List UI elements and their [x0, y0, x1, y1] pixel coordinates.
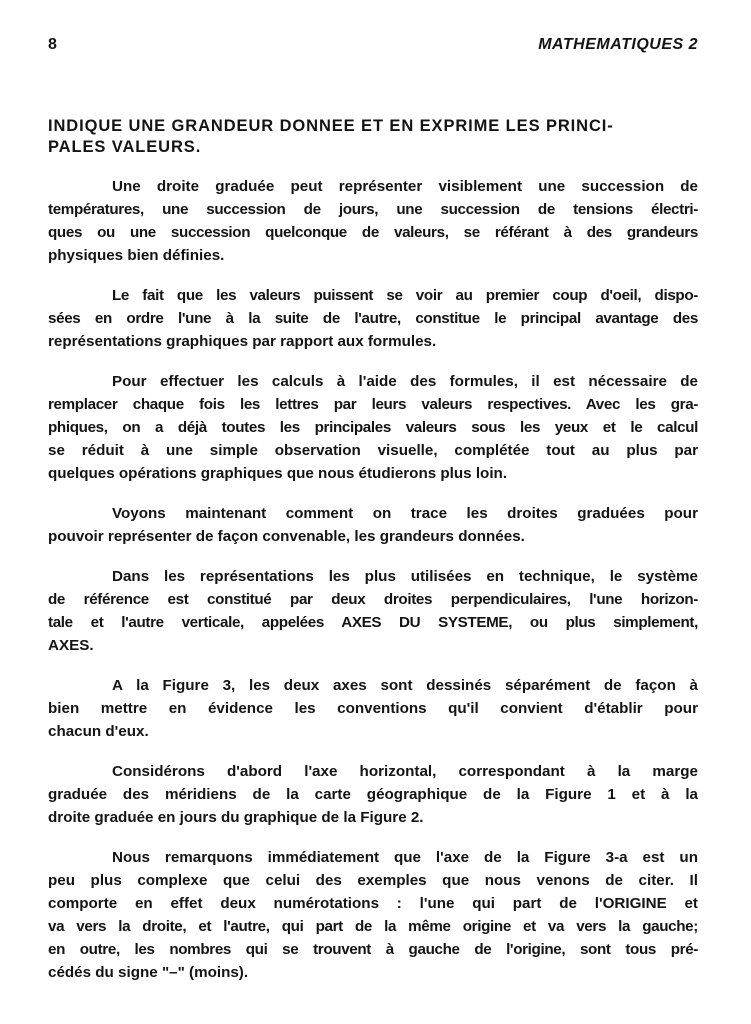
running-head: [48, 36, 698, 60]
text-line: peu plus complexe que celui des exemples que nous venons de citer. Il: [48, 872, 698, 889]
paragraph-8: [48, 846, 698, 984]
running-title: MATHEMATIQUES 2: [538, 36, 698, 53]
text-line: physiques bien définies.: [48, 247, 225, 264]
text-line: températures, une succession de jours, une succession de tensions électri-: [48, 201, 698, 218]
text-line: remplacer chaque fois les lettres par leurs valeurs respectives. Avec les gra-: [48, 396, 698, 413]
paragraph-2: [48, 284, 698, 353]
text-line: représentations graphiques par rapport aux formules.: [48, 333, 437, 350]
text-line: Voyons maintenant comment on trace les droites graduées pour: [112, 505, 698, 522]
text-line: Dans les représentations les plus utilisées en technique, le système: [112, 568, 698, 585]
heading-line: INDIQUE UNE GRANDEUR DONNEE ET EN EXPRIME LES PRINCI-: [48, 117, 614, 135]
text-line: ques ou une succession quelconque de valeurs, se référant à des grandeurs: [48, 224, 698, 241]
text-line: quelques opérations graphiques que nous étudierons plus loin.: [48, 465, 508, 482]
text-line: phiques, on a déjà toutes les principales valeurs sous les yeux et le calcul: [48, 419, 698, 436]
paragraph-3: [48, 370, 698, 485]
paragraph-5: [48, 565, 698, 657]
heading-line: PALES VALEURS.: [48, 138, 202, 156]
paragraph-1: [48, 175, 698, 267]
page-number: 8: [48, 36, 57, 53]
text-line: tale et l'autre verticale, appelées AXES DU SYSTEME, ou plus simplement,: [48, 614, 698, 631]
paragraph-6: [48, 674, 698, 743]
text-line: Considérons d'abord l'axe horizontal, correspondant à la marge: [112, 763, 698, 780]
text-line: de référence est constitué par deux droites perpendiculaires, l'une horizon-: [48, 591, 698, 608]
paragraph-4: [48, 502, 698, 548]
paragraph-7: [48, 760, 698, 829]
section-heading: [48, 116, 698, 158]
text-line: pouvoir représenter de façon convenable, les grandeurs données.: [48, 528, 525, 545]
text-line: comporte en effet deux numérotations : l'une qui part de l'ORIGINE et: [48, 895, 698, 912]
text-line: A la Figure 3, les deux axes sont dessinés séparément de façon à: [112, 677, 698, 694]
text-line: graduée des méridiens de la carte géographique de la Figure 1 et à la: [48, 786, 698, 803]
text-line: bien mettre en évidence les conventions qu'il convient d'établir pour: [48, 700, 698, 717]
text-line: se réduit à une simple observation visuelle, complétée tout au plus par: [48, 442, 698, 459]
text-line: AXES.: [48, 637, 94, 654]
text-line: va vers la droite, et l'autre, qui part de la même origine et va vers la gauche;: [48, 918, 698, 935]
document-page: [48, 36, 698, 984]
text-line: Le fait que les valeurs puissent se voir au premier coup d'oeil, dispo-: [112, 287, 698, 304]
text-line: chacun d'eux.: [48, 723, 149, 740]
text-line: cédés du signe "–" (moins).: [48, 964, 249, 981]
text-line: Nous remarquons immédiatement que l'axe de la Figure 3-a est un: [112, 849, 698, 866]
text-line: Pour effectuer les calculs à l'aide des formules, il est nécessaire de: [112, 373, 698, 390]
text-line: en outre, les nombres qui se trouvent à gauche de l'origine, sont tous pré-: [48, 941, 698, 958]
text-line: Une droite graduée peut représenter visiblement une succession de: [112, 178, 698, 195]
text-line: droite graduée en jours du graphique de la Figure 2.: [48, 809, 424, 826]
text-line: sées en ordre l'une à la suite de l'autre, constitue le principal avantage des: [48, 310, 698, 327]
